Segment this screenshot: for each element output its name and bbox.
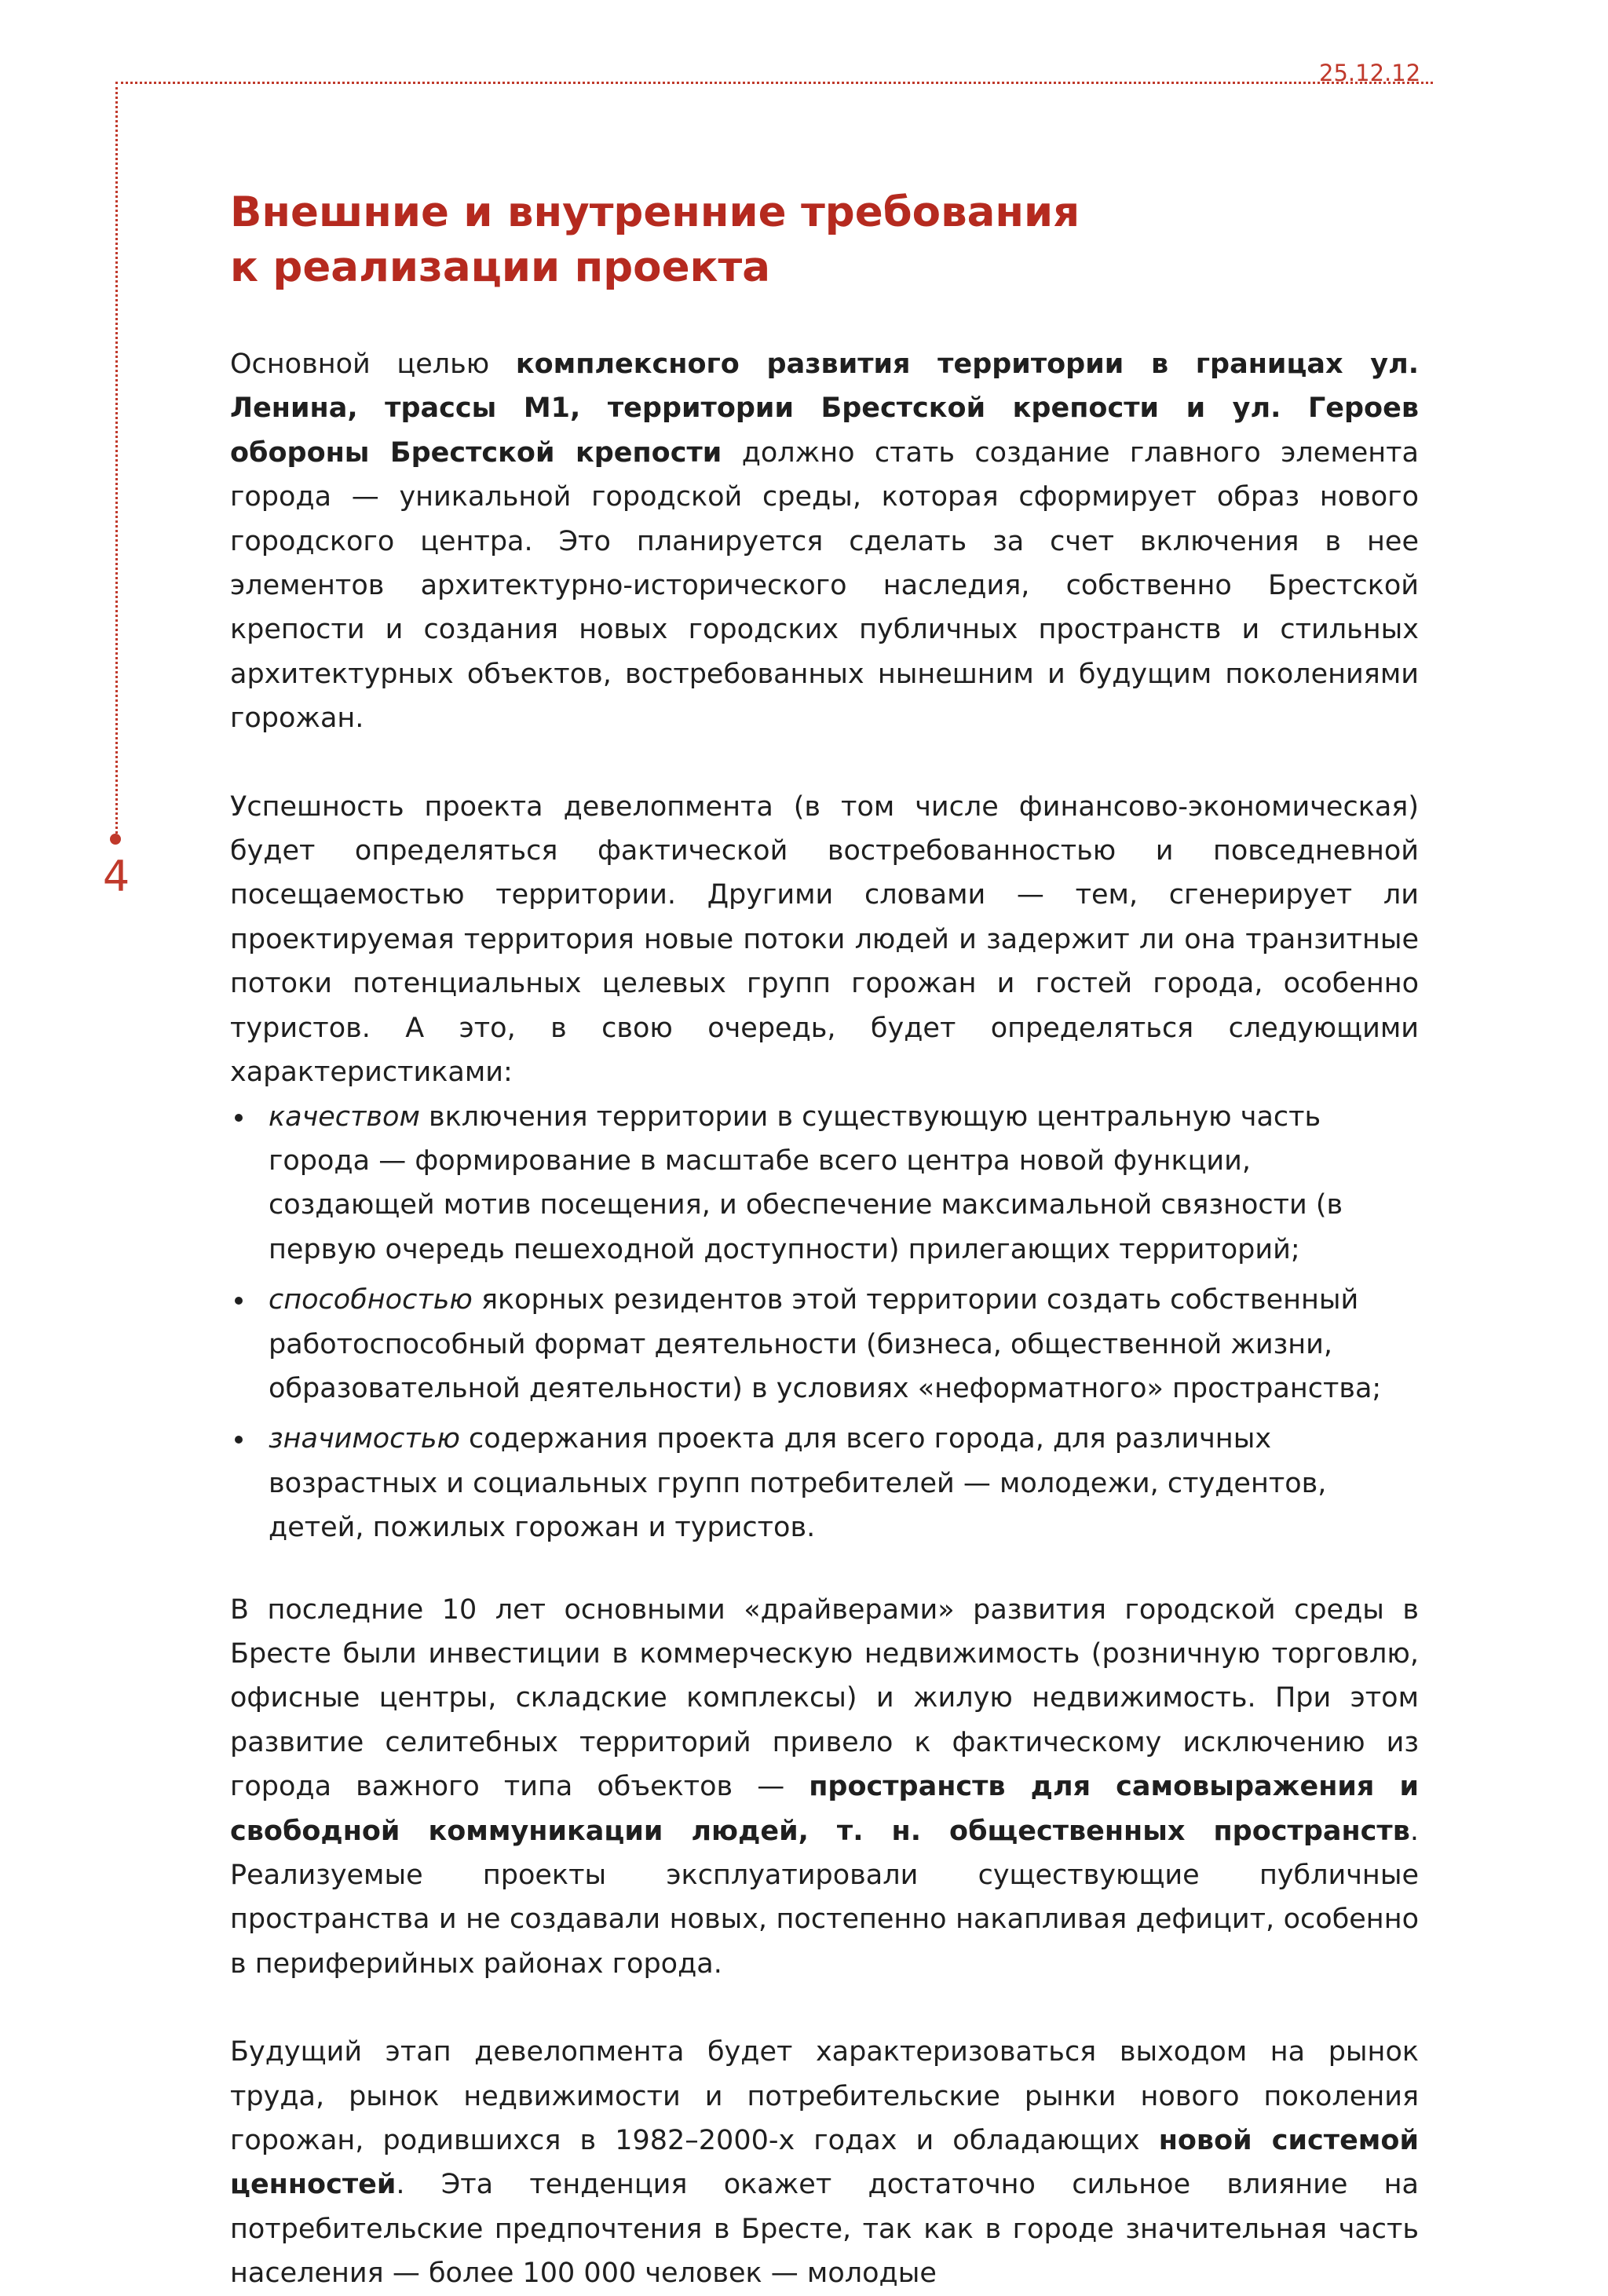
page-number: 4	[102, 852, 130, 901]
body-text	[230, 342, 1419, 2296]
paragraph-future-intro: Будущий этап девелопмента будет характеризоваться выходом на рынок труда, рынок недвижимости и потребительские рынки нового поколения горожан, родившихся в 1982–2000-х годах и обладающих	[230, 2036, 1419, 2157]
page-title-line-1: Внешние и внутренние требования	[230, 188, 1080, 236]
page-title-line-2: к реализации проекта	[230, 243, 770, 291]
paragraph-drivers-bold: пространств для самовыражения и свободной коммуникации людей, т. н. общественных пространств	[230, 1771, 1419, 1847]
list-item	[230, 1417, 1419, 1550]
list-item	[230, 1095, 1419, 1272]
header-date: 25.12.12	[1319, 60, 1421, 86]
paragraph-success: Успешность проекта девелопмента (в том числе финансово-экономическая) будет определяться фактической востребованностью и повседневной посещаемостью территории. Другими словами — тем, сгенерирует ли проектируемая территория новые потоки людей и задержит ли она транзитные потоки потенциальных целевых групп горожан и гостей города, особенно туристов. А это, в свою очередь, будет определяться следующими характеристиками:	[230, 790, 1419, 1089]
list-item-text: содержания проекта для всего города, для различных возрастных и социальных групп потребителей — молодежи, студентов, детей, пожилых горожан и туристов.	[269, 1423, 1327, 1544]
list-item-emphasis: способностью	[269, 1284, 473, 1316]
list-item-text: включения территории в существующую центральную часть города — формирование в масштабе всего центра новой функции, создающей мотив посещения, и обеспечение максимальной связности (в первую очередь пешеходной доступности) прилегающих территорий;	[269, 1101, 1343, 1265]
paragraph-future	[230, 2030, 1419, 2295]
rule-end-dot	[110, 834, 121, 845]
paragraph-future-bold: новой системой ценностей	[230, 2125, 1419, 2201]
list-item-emphasis: значимостью	[269, 1423, 460, 1455]
list-item	[230, 1278, 1419, 1411]
paragraph-goal-bold: комплексного развития территории в границах ул. Ленина, трассы М1, территории Брестской крепости и ул. Героев обороны Брестской крепости	[230, 349, 1420, 469]
paragraph-goal	[230, 342, 1419, 741]
list-item-emphasis: качеством	[269, 1101, 420, 1133]
characteristics-list	[230, 1095, 1419, 1550]
paragraph-drivers-intro: В последние 10 лет основными «драйверами» развития городской среды в Бресте были инвестиции в коммерческую недвижимость (розничную торговлю, офисные центры, складские комплексы) и жилую недвижимость. При этом развитие селитебных территорий привело к фактическому исключению из города важного типа объектов —	[230, 1593, 1419, 1803]
page-title	[230, 185, 1408, 295]
left-dotted-rule	[115, 82, 118, 839]
paragraph-goal-rest: должно стать создание главного элемента города — уникальной городской среды, которая сформирует образ нового городского центра. Это планируется сделать за счет включения в нее элементов архитектурно-исторического наследия, собственно Брестской крепости и создания новых городских публичных пространств и стильных архитектурных объектов, востребованных нынешним и будущим поколениями горожан.	[230, 436, 1419, 735]
paragraph-future-rest: . Эта тенденция окажет достаточно сильное влияние на потребительские предпочтения в Бресте, так как в городе значительная часть населения — более 100 000 человек — молодые	[230, 2169, 1419, 2290]
paragraph-drivers	[230, 1588, 1419, 1987]
top-dotted-rule	[115, 82, 1433, 84]
paragraph-drivers-rest: . Реализуемые проекты эксплуатировали существующие публичные пространства и не создавали новых, постепенно накапливая дефицит, особенно в периферийных районах города.	[230, 1815, 1419, 1980]
list-item-text: якорных резидентов этой территории создать собственный работоспособный формат деятельности (бизнеса, общественной жизни, образовательной деятельности) в условиях «неформатного» пространства;	[269, 1284, 1382, 1404]
paragraph-goal-intro: Основной целью	[230, 349, 516, 380]
